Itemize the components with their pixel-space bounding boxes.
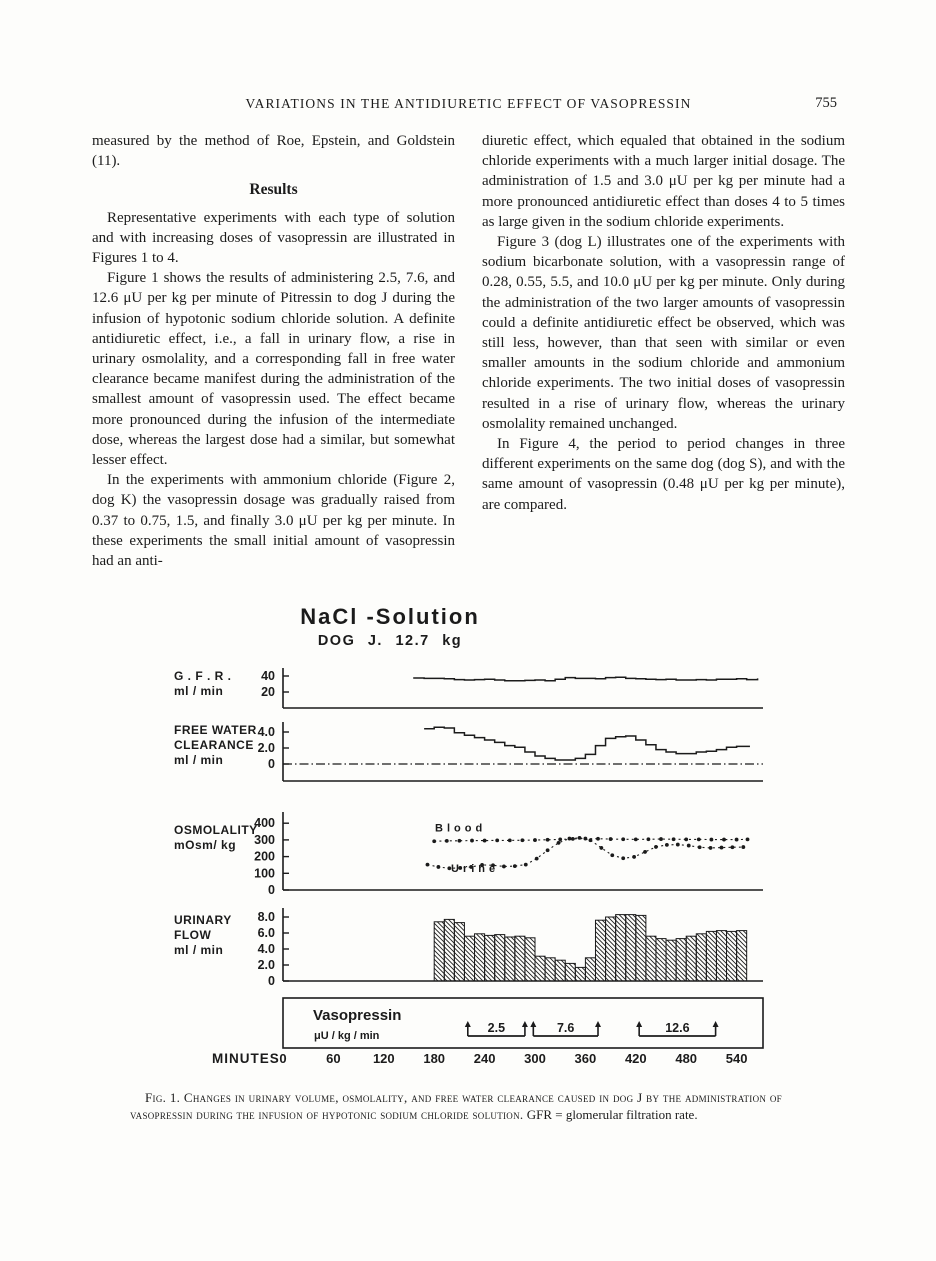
svg-text:120: 120 — [372, 1051, 395, 1066]
svg-text:12.6: 12.6 — [665, 1021, 690, 1035]
paragraph: Figure 1 shows the results of administering 2.5, 7.6, and 12.6 μU per kg per minute of Pitressin to dog J during the infusion of hypotonic sodium chloride solution. A definite antidiuretic effect, i.e., a fall in urinary flow, a rise in urinary osmolality, and a corresponding fall in free water clearance became manifest during the administration of the smallest amount of vasopressin used. The effect became more pronounced during the infusion of the intermediate dose, whereas the largest dose had a similar, but somewhat lesser effect. — [92, 270, 455, 469]
svg-text:2.0: 2.0 — [257, 958, 275, 972]
section-heading-results: Results — [249, 181, 298, 199]
svg-text:480: 480 — [675, 1051, 698, 1066]
paragraph: Representative experiments with each type of solution and with increasing doses of vasopressin are illustrated in Figures 1 to 4. — [92, 209, 455, 267]
svg-text:CLEARANCE: CLEARANCE — [174, 738, 254, 752]
svg-text:360: 360 — [574, 1051, 597, 1066]
svg-text:2.0: 2.0 — [257, 741, 275, 755]
running-title: VARIATIONS IN THE ANTIDIURETIC EFFECT OF VASOPRESSIN — [245, 96, 692, 111]
svg-text:180: 180 — [423, 1051, 446, 1066]
svg-text:7.6: 7.6 — [556, 1021, 575, 1035]
svg-text:G . F . R .: G . F . R . — [174, 669, 232, 683]
svg-text:URINARY: URINARY — [174, 913, 232, 927]
svg-text:MINUTES: MINUTES — [212, 1051, 280, 1066]
svg-text:0: 0 — [279, 1051, 287, 1066]
svg-text:ml / min: ml / min — [174, 684, 224, 698]
paragraph-continuation: diuretic effect, which equaled that obtained in the sodium chloride experiments with a much larger initial dosage. The administration of 1.5 and 3.0 μU per kg per minute had a more pronounced antidiuretic effect than doses 4 to 5 times as large given in the sodium chloride experiments. — [482, 133, 845, 230]
svg-text:240: 240 — [473, 1051, 496, 1066]
svg-text:540: 540 — [725, 1051, 748, 1066]
svg-text:400: 400 — [254, 816, 275, 831]
svg-text:FREE WATER: FREE WATER — [174, 723, 257, 737]
svg-text:OSMOLALITY: OSMOLALITY — [174, 823, 258, 837]
paragraph: Figure 3 (dog L) illustrates one of the experiments with sodium bicarbonate solution, with a vasopressin range of 0.28, 0.55, 5.5, and 10.0 μU per kg per minute. Only during the administration of the two larger amounts of vasopressin could a definite antidiuretic effect be observed, which was still less, however, than that seen with similar or even smaller amounts in the sodium chloride and ammonium chloride experiments. The two initial doses of vasopressin resulted in a rise of urinary flow, whereas the urinary osmolality remained unchanged. — [482, 234, 845, 432]
svg-text:200: 200 — [254, 849, 275, 864]
right-column — [482, 131, 845, 571]
paragraph: In the experiments with ammonium chloride (Figure 2, dog K) the vasopressin dosage was gradually raised from 0.37 to 0.75, 1.5, and finally 3.0 μU per kg per minute. In these experiments the small initial amount of vasopressin had an anti- — [92, 472, 455, 570]
svg-text:Vasopressin: Vasopressin — [313, 1007, 402, 1024]
svg-text:4.0: 4.0 — [257, 725, 275, 739]
svg-text:6.0: 6.0 — [257, 926, 275, 940]
figure-title: NaCl -Solution — [300, 604, 480, 629]
page-number: 755 — [815, 95, 837, 111]
caption-body: Changes in urinary volume, osmolality, and free water clearance caused in dog J by the administration of vasopressin during the infusion of hypotonic sodium chloride solution. — [130, 1090, 782, 1122]
figure-1 — [128, 604, 840, 1164]
svg-text:420: 420 — [624, 1051, 647, 1066]
svg-text:ml / min: ml / min — [174, 943, 224, 957]
svg-text:40: 40 — [261, 669, 275, 683]
svg-text:ml / min: ml / min — [174, 753, 224, 767]
article-body — [92, 131, 845, 571]
svg-text:Urine: Urine — [451, 862, 500, 875]
svg-text:Blood: Blood — [435, 822, 487, 835]
svg-text:0: 0 — [268, 883, 275, 897]
svg-text:8.0: 8.0 — [257, 910, 275, 924]
figure-subtitle: DOG J. 12.7 kg — [317, 633, 463, 649]
svg-text:60: 60 — [326, 1051, 341, 1066]
svg-text:100: 100 — [254, 866, 275, 881]
page-header — [92, 96, 845, 116]
figure-caption — [130, 1090, 782, 1124]
svg-text:4.0: 4.0 — [257, 942, 275, 956]
svg-text:2.5: 2.5 — [487, 1021, 506, 1035]
paragraph-continuation: measured by the method of Roe, Epstein, and Goldstein (11). — [92, 133, 455, 170]
svg-text:μU / kg / min: μU / kg / min — [314, 1030, 380, 1042]
svg-text:20: 20 — [261, 685, 275, 699]
caption-label: Fig. 1. — [145, 1090, 181, 1105]
figure-chart — [128, 662, 838, 1076]
left-column — [92, 131, 455, 571]
svg-text:0: 0 — [268, 974, 275, 988]
svg-text:0: 0 — [268, 757, 275, 771]
svg-text:300: 300 — [524, 1051, 546, 1066]
svg-text:300: 300 — [254, 832, 275, 847]
caption-gfr-note: GFR = glomerular filtration rate. — [526, 1106, 698, 1122]
svg-text:FLOW: FLOW — [174, 928, 212, 942]
paragraph: In Figure 4, the period to period changes in three different experiments on the same dog (dog S), and with the same amount of vasopressin (0.48 μU per kg per minute), are compared. — [482, 436, 845, 513]
svg-text:mOsm/ kg: mOsm/ kg — [174, 838, 237, 852]
